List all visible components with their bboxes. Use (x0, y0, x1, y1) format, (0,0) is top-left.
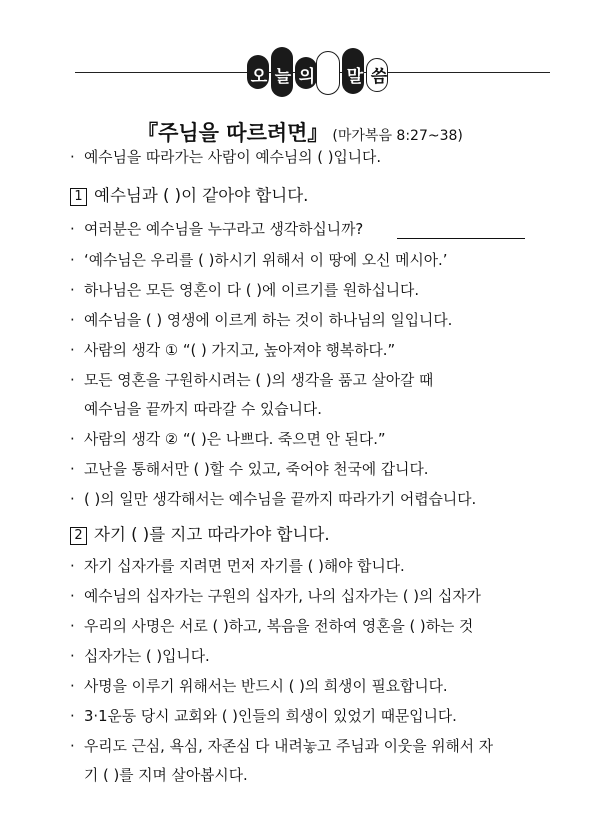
list-item: · 고난을 통해서만 ( )할 수 있고, 죽어야 천국에 갑니다. (70, 461, 429, 478)
header-char: 말 (346, 67, 365, 87)
list-item: · 예수님을 ( ) 영생에 이르게 하는 것이 하나님의 일입니다. (70, 312, 453, 329)
header-char: 의 (298, 67, 317, 87)
list-item: · ‘예수님은 우리를 ( )하시기 위해서 이 땅에 오신 메시아.’ (70, 252, 448, 269)
list-item: · 하나님은 모든 영혼이 다 ( )에 이르기를 원하십니다. (70, 282, 420, 299)
scripture-reference: (마가복음 8:27~38) (332, 128, 463, 144)
sermon-title (0, 117, 600, 147)
sermon-title-main: 『주님을 따르려면』 (137, 120, 329, 145)
list-item: · 사람의 생각 ② “( )은 나쁘다. 죽으면 안 된다.” (70, 431, 386, 448)
list-item: · 모든 영혼을 구원하시려는 ( )의 생각을 품고 살아갈 때 (70, 372, 434, 389)
header-char: 늘 (274, 67, 293, 87)
section-2-heading: 2 자기 ( )를 지고 따라가야 합니다. (70, 527, 330, 545)
list-item-continuation: 예수님을 끝까지 따라갈 수 있습니다. (84, 401, 322, 418)
header-title (249, 62, 390, 87)
list-item: · 여러분은 예수님을 누구라고 생각하십니까? (70, 221, 364, 238)
intro-line: · 예수님을 따라가는 사람이 예수님의 ( )입니다. (70, 149, 382, 166)
list-item: · 사명을 이루기 위해서는 반드시 ( )의 희생이 필요합니다. (70, 678, 448, 695)
section-number-box: 2 (70, 527, 87, 545)
list-item: · 사람의 생각 ① “( ) 가지고, 높아져야 행복하다.” (70, 342, 396, 359)
header-char: 씀 (370, 67, 389, 87)
answer-underline (397, 238, 525, 239)
section-1-heading: 1 예수님과 ( )이 같아야 합니다. (70, 188, 308, 206)
list-item: · 예수님의 십자가는 구원의 십자가, 나의 십자가는 ( )의 십자가 (70, 588, 481, 605)
list-item: · 자기 십자가를 지려면 먼저 자기를 ( )해야 합니다. (70, 558, 405, 575)
list-item: · 십자가는 ( )입니다. (70, 648, 210, 665)
section-number-box: 1 (70, 188, 87, 206)
list-item: · ( )의 일만 생각해서는 예수님을 끝까지 따라가기 어렵습니다. (70, 491, 477, 508)
list-item: · 우리도 근심, 욕심, 자존심 다 내려놓고 주님과 이웃을 위해서 자 (70, 738, 494, 755)
list-item: · 우리의 사명은 서로 ( )하고, 복음을 전하여 영혼을 ( )하는 것 (70, 618, 474, 635)
list-item-continuation: 기 ( )를 지며 살아봅시다. (84, 767, 248, 784)
header-char: 오 (250, 67, 269, 87)
list-item: · 3·1운동 당시 교회와 ( )인들의 희생이 있었기 때문입니다. (70, 708, 457, 725)
